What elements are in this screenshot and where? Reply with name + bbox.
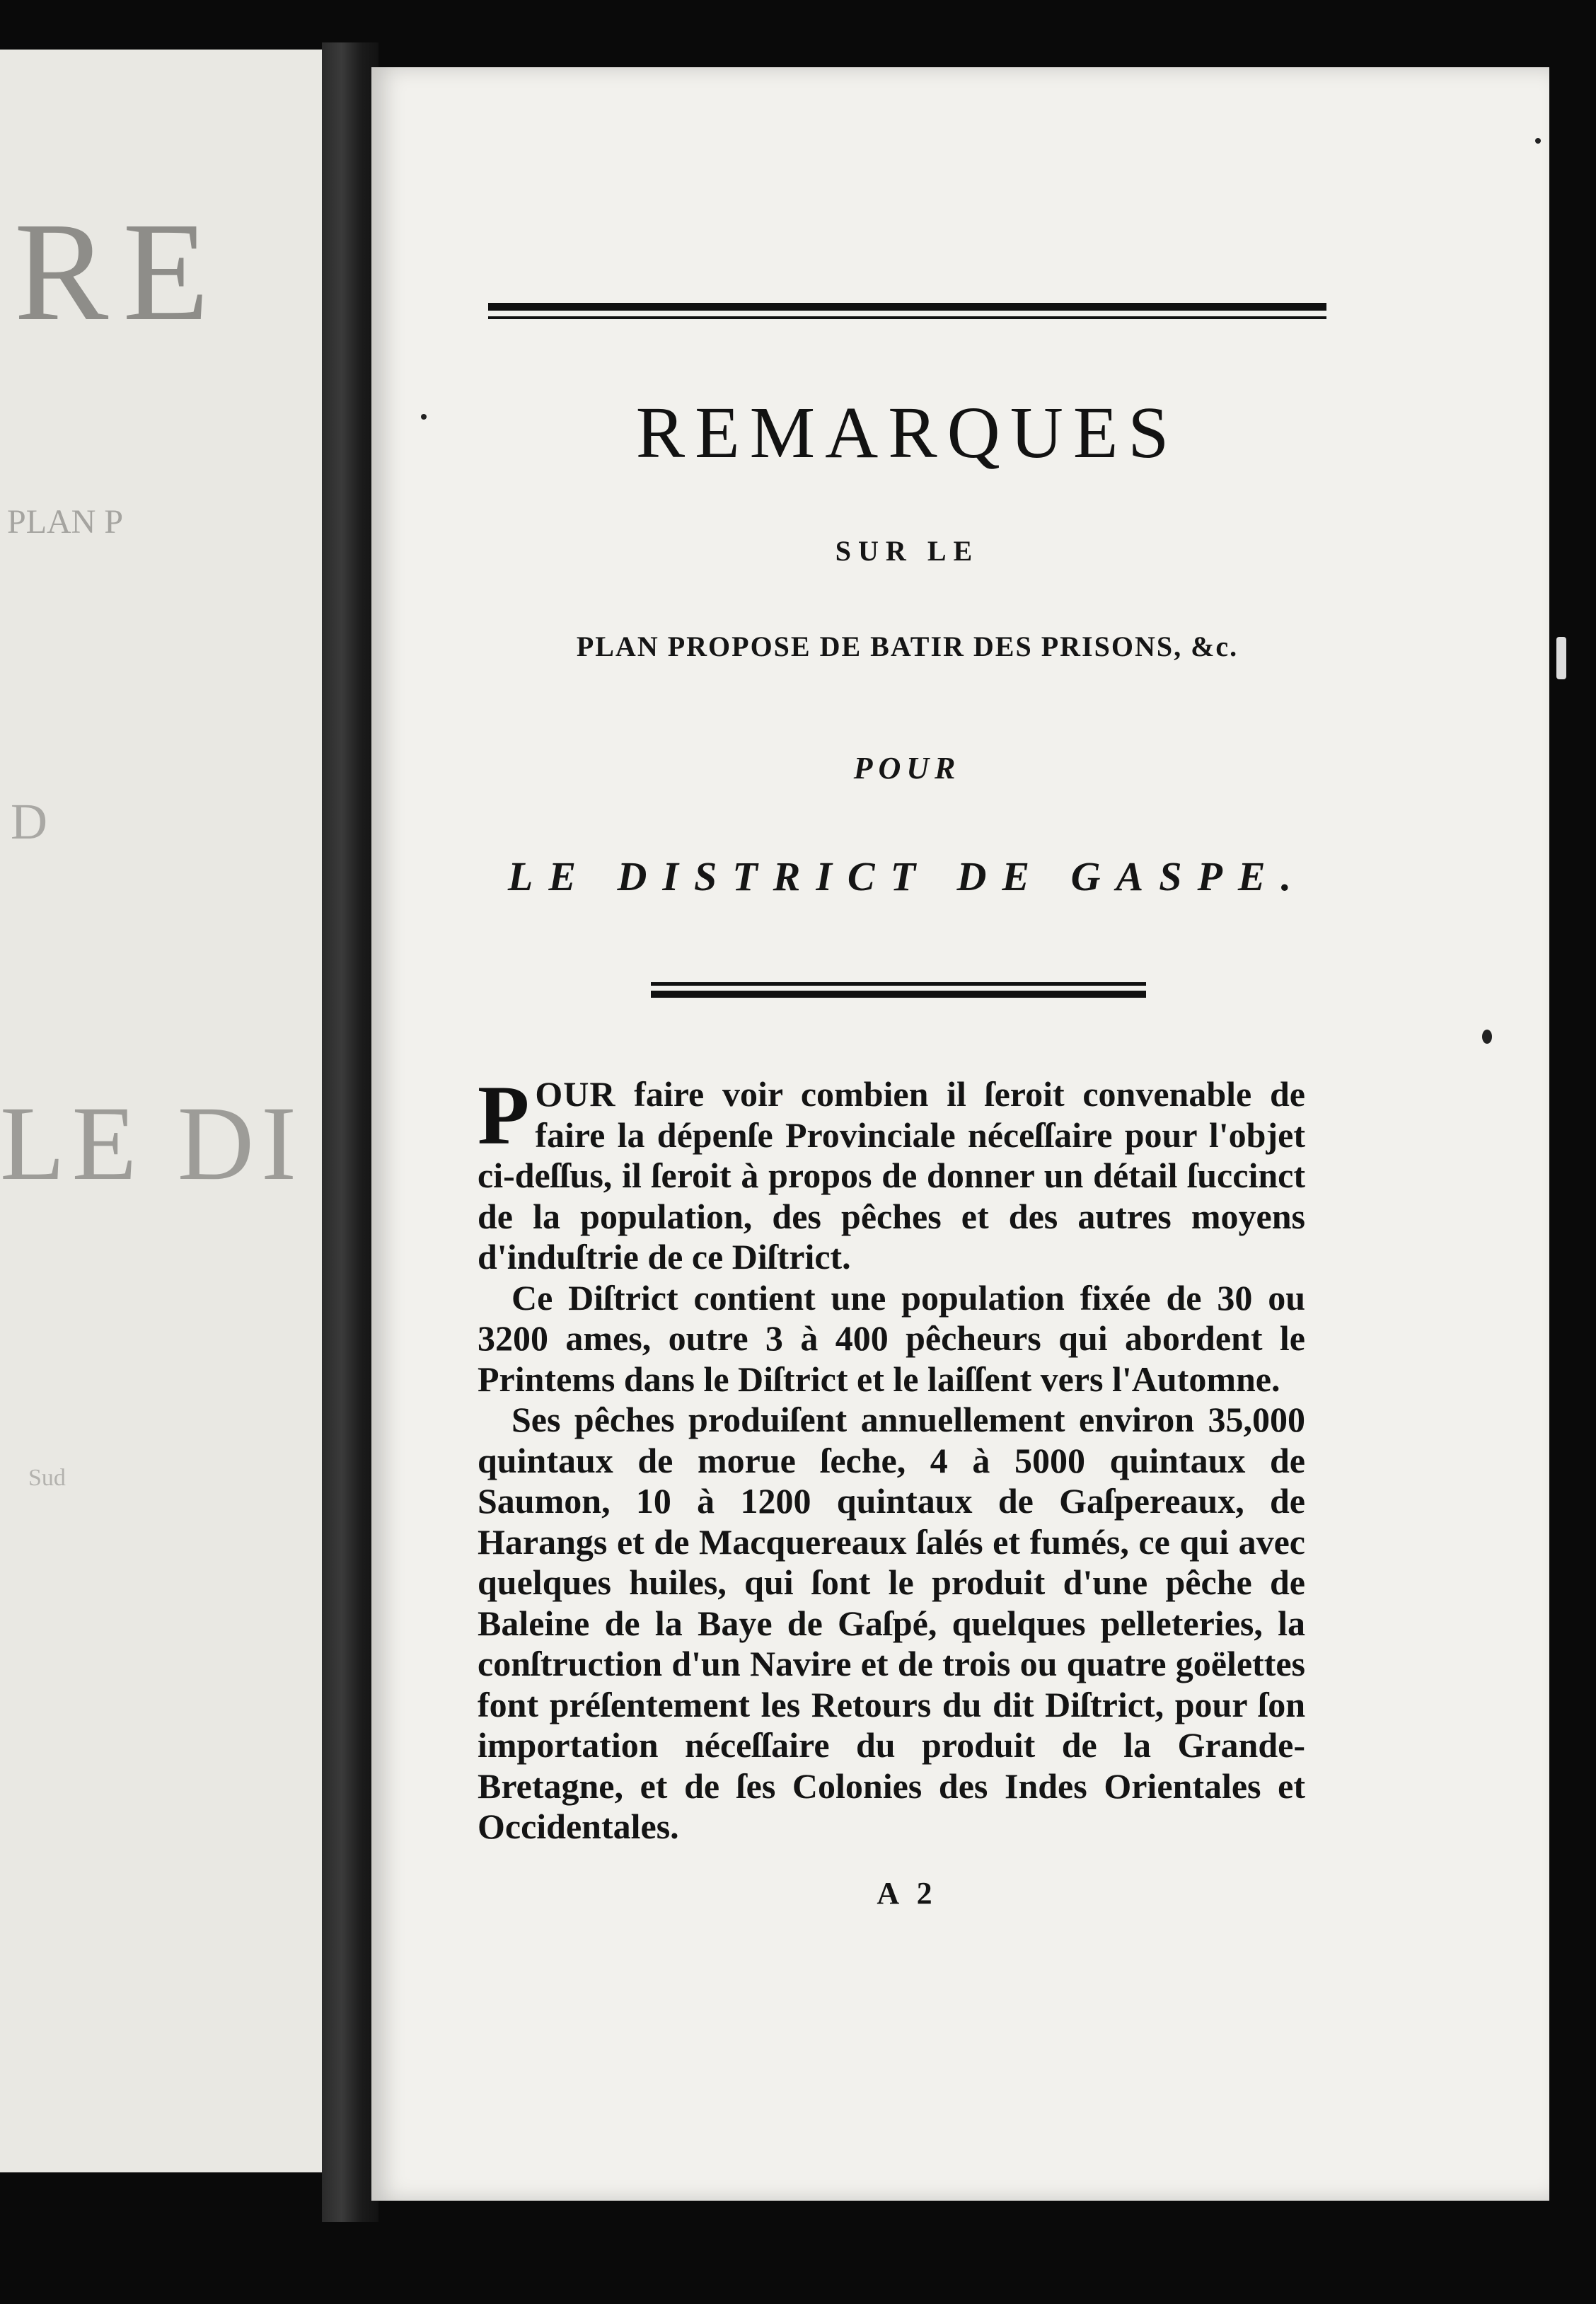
edge-mark (1556, 637, 1566, 679)
left-page-fragment-text: RE (14, 194, 224, 350)
ink-speck (1535, 138, 1541, 144)
header-rule-thin (488, 316, 1326, 319)
left-page-fragment-text: D (11, 793, 47, 850)
paragraph-1 (478, 1068, 1305, 1278)
signature-mark: A 2 (877, 1876, 938, 1911)
section-rule-thick (651, 991, 1146, 998)
subtitle-plan: PLAN PROPOSE DE BATIR DES PRISONS, &c. (576, 630, 1239, 662)
subtitle-district: LE DISTRICT DE GASPE. (507, 853, 1307, 899)
section-rule-thin (651, 982, 1146, 986)
first-word: OUR (535, 1074, 616, 1114)
ink-speck (1482, 1030, 1492, 1044)
paragraph-1-text: faire voir combien il ſeroit convenable de faire la dépenſe Provinciale néceſſaire pour l'objet ci-deſſus, il ſeroit à propos de donner un détail ſuccinct de la population, des pêches et des autres moyens d'induſtrie de ce Diſtrict. (478, 1074, 1305, 1277)
book-spine-gutter (322, 42, 378, 2222)
drop-cap: P (478, 1068, 530, 1162)
paragraph-2: Ce Diſtrict contient une population fixée de 30 ou 3200 ames, outre 3 à 400 pêcheurs qui abordent le Printems dans le Diſtrict et le laiſſent vers l'Automne. (478, 1277, 1305, 1399)
subtitle-sur-le: SUR LE (835, 535, 980, 567)
paragraph-3: Ses pêches produiſent annuellement environ 35,000 quintaux de morue ſeche, 4 à 5000 quintaux de Saumon, 10 à 1200 quintaux de Gaſpereaux, de Harangs et de Macquereaux ſalés et fumés, ce qui avec quelques huiles, qui ſont le produit d'une pêche de Baleine de la Baye de Gaſpé, quelques pelleteries, la conſtruction d'un Navire et de trois ou quatre goëlettes font préſentement les Retours du dit Diſtrict, pour ſon importation néceſſaire du produit de la Grande-Bretagne, et de ſes Colonies des Indes Orientales et Occidentales. (478, 1400, 1305, 1846)
left-page-fragment-text: LE DI (0, 1085, 304, 1202)
subtitle-pour: POUR (853, 751, 961, 785)
ink-speck (421, 414, 427, 420)
page-title: REMARQUES (635, 392, 1179, 473)
body-text (478, 1068, 1305, 1848)
left-page-fragment-text: Sud (28, 1465, 66, 1491)
previous-page-fragment (0, 50, 332, 2172)
header-rule-thick (488, 303, 1326, 311)
left-page-fragment-text: PLAN P (7, 503, 124, 541)
